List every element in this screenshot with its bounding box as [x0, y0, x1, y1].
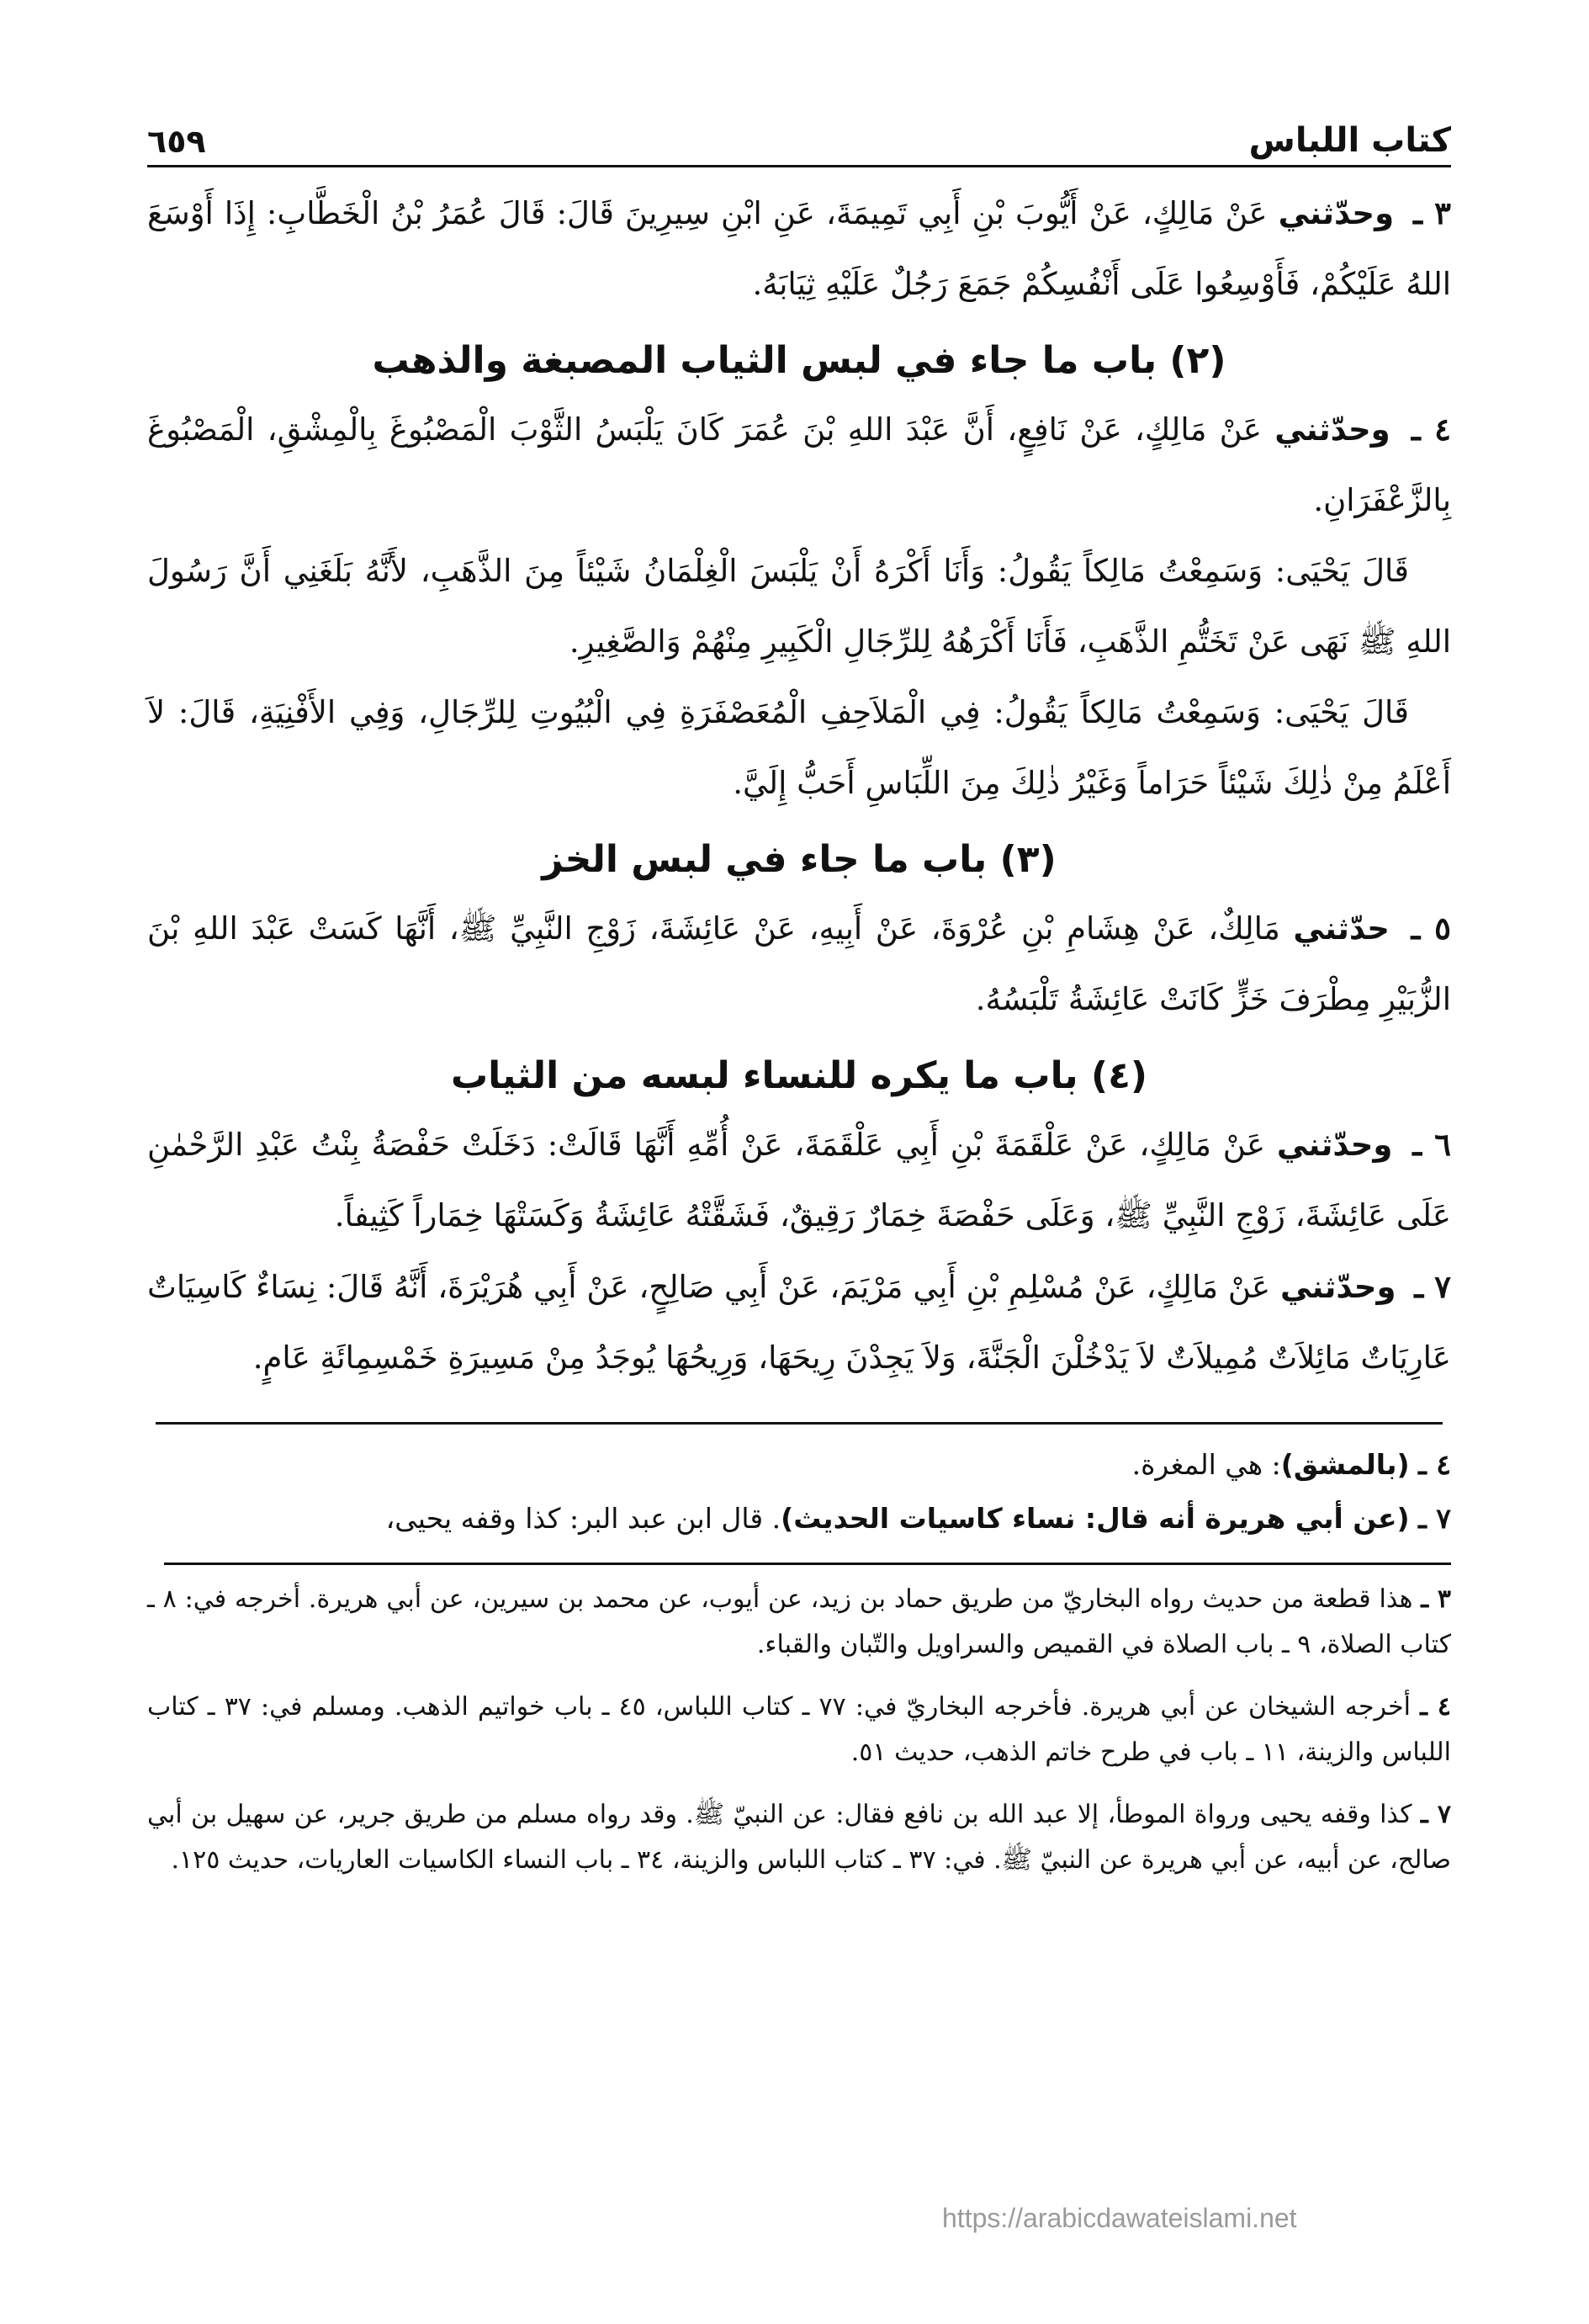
chapter-heading-2: (٢) باب ما جاء في لبس الثياب المصبغة والذهب [372, 339, 1226, 382]
gloss-number: ٧ ـ [1418, 1502, 1451, 1535]
chapter-heading-3: (٣) باب ما جاء في لبس الخز [542, 838, 1057, 881]
footnote-text: هذا قطعة من حديث رواه البخاريّ من طريق حماد بن زيد، عن أيوب، عن محمد بن سيرين، عن أبي هريرة. أخرجه في: ٨ ـ كتاب الصلاة، ٩ ـ باب الصلاة في القميص والسراويل والتّبان والقباء. [147, 1584, 1451, 1659]
gloss-divider [156, 1422, 1443, 1425]
hadith-3 [147, 178, 1451, 320]
hadith-lead: حدّثني [1293, 910, 1390, 947]
hadith-text: عَنْ مَالِكٍ، عَنْ عَلْقَمَةَ بْنِ أَبِي عَلْقَمَةَ، عَنْ أُمِّهِ أَنَّهَا قَالَتْ: دَخَلَتْ حَفْصَةُ بِنْتُ عَبْدِ الرَّحْمٰنِ عَلَى عَائِشَةَ، زَوْجِ النَّبِيِّ ﷺ، وَعَلَى حَفْصَةَ خِمَارٌ رَقِيقٌ، فَشَقَّتْهُ عَائِشَةُ وَكَسَتْهَا خِمَاراً كَثِيفاً. [147, 1127, 1451, 1234]
hadith-text: عَنْ مَالِكٍ، عَنْ مُسْلِمِ بْنِ أَبِي مَرْيَمَ، عَنْ أَبِي صَالِحٍ، عَنْ أَبِي هُرَيْرَةَ، أَنَّهُ قَالَ: نِسَاءٌ كَاسِيَاتٌ عَارِيَاتٌ مَائِلاَتٌ مُمِيلاَتٌ لاَ يَدْخُلْنَ الْجَنَّةَ، وَلاَ يَجِدْنَ رِيحَهَا، وَرِيحُهَا يُوجَدُ مِنْ مَسِيرَةِ خَمْسِمِائَةِ عَامٍ. [147, 1269, 1451, 1376]
footnote-number: ٣ ـ [1421, 1584, 1451, 1614]
hadith-lead: وحدّثني [1280, 1269, 1396, 1305]
hadith-number: ٤ ـ [1411, 411, 1452, 448]
hadith-6 [147, 1109, 1451, 1251]
gloss-text: . قال ابن عبد البر: كذا وقفه يحيى، [385, 1502, 781, 1535]
footnote-item [147, 1792, 1451, 1883]
footnote-item [147, 1577, 1451, 1668]
hadith-text: عَنْ مَالِكٍ، عَنْ نَافِعٍ، أَنَّ عَبْدَ اللهِ بْنَ عُمَرَ كَانَ يَلْبَسُ الثَّوْبَ الْمَصْبُوغَ بِالْمِشْقِ، الْمَصْبُوغَ بِالزَّعْفَرَانِ. [147, 411, 1451, 518]
book-title: كتاب اللباس [1248, 121, 1451, 160]
footnote-number: ٤ ـ [1420, 1692, 1451, 1722]
page-number: ٦٥٩ [147, 123, 206, 160]
running-header [147, 101, 1451, 167]
gloss-item [147, 1492, 1451, 1546]
footnote-text: أخرجه الشيخان عن أبي هريرة. فأخرجه البخاريّ في: ٧٧ ـ كتاب اللباس، ٤٥ ـ باب خواتيم الذهب. ومسلم في: ٣٧ ـ كتاب اللباس والزينة، ١١ ـ باب في طرح خاتم الذهب، حديث ٥١. [147, 1692, 1451, 1767]
hadith-4 [147, 394, 1451, 536]
hadith-number: ٧ ـ [1414, 1268, 1452, 1305]
watermark-url: https://arabicdawateislami.net [942, 2203, 1297, 2233]
hadith-lead: وحدّثني [1276, 1127, 1393, 1163]
yahya-statement-1: قَالَ يَحْيَى: وَسَمِعْتُ مَالِكاً يَقُولُ: وَأَنَا أَكْرَهُ أَنْ يَلْبَسَ الْغِلْمَانُ شَيْئاً مِنَ الذَّهَبِ، لأَنَّهُ بَلَغَنِي أَنَّ رَسُولَ اللهِ ﷺ نَهَى عَنْ تَخَتُّمِ الذَّهَبِ، فَأَنَا أَكْرَهُهُ لِلرِّجَالِ الْكَبِيرِ مِنْهُمْ وَالصَّغِيرِ. [147, 553, 1451, 660]
gloss-key: (عن أبي هريرة أنه قال: نساء كاسيات الحديث) [781, 1502, 1410, 1535]
yahya-statement-2: قَالَ يَحْيَى: وَسَمِعْتُ مَالِكاً يَقُولُ: فِي الْمَلاَحِفِ الْمُعَصْفَرَةِ فِي الْبُيُوتِ لِلرِّجَالِ، وَفِي الأَفْنِيَةِ، قَالَ: لاَ أَعْلَمُ مِنْ ذٰلِكَ شَيْئاً حَرَاماً وَغَيْرُ ذٰلِكَ مِنَ اللِّبَاسِ أَحَبُّ إِلَيَّ. [147, 694, 1451, 801]
gloss-number: ٤ ـ [1418, 1448, 1451, 1481]
footnote-item [147, 1685, 1451, 1775]
document-page [147, 101, 1451, 1900]
hadith-7 [147, 1251, 1451, 1393]
hadith-number: ٥ ـ [1411, 910, 1451, 947]
chapter-heading-4: (٤) باب ما يكره للنساء لبسه من الثياب [450, 1054, 1148, 1097]
hadith-number: ٦ ـ [1412, 1126, 1452, 1163]
footnote-divider [164, 1563, 1451, 1565]
footnote-number: ٧ ـ [1420, 1800, 1451, 1829]
hadith-text: عَنْ مَالِكٍ، عَنْ أَيُّوبَ بْنِ أَبِي تَمِيمَةَ، عَنِ ابْنِ سِيرِينَ قَالَ: قَالَ عُمَرُ بْنُ الْخَطَّابِ: إِذَا أَوْسَعَ اللهُ عَلَيْكُمْ، فَأَوْسِعُوا عَلَى أَنْفُسِكُمْ جَمَعَ رَجُلٌ عَلَيْهِ ثِيَابَهُ. [147, 195, 1451, 302]
hadith-5 [147, 893, 1451, 1035]
gloss-item [147, 1438, 1451, 1492]
hadith-number: ٣ ـ [1413, 194, 1451, 231]
gloss-key: (بالمشق) [1280, 1448, 1410, 1481]
hadith-lead: وحدّثني [1278, 195, 1395, 231]
hadith-lead: وحدّثني [1274, 411, 1390, 448]
hadith-text: مَالِكٌ، عَنْ هِشَامِ بْنِ عُرْوَةَ، عَنْ أَبِيهِ، عَنْ عَائِشَةَ، زَوْجِ النَّبِيِّ ﷺ، أَنَّهَا كَسَتْ عَبْدَ اللهِ بْنَ الزُّبَيْرِ مِطْرَفَ خَزٍّ كَانَتْ عَائِشَةُ تَلْبَسُهُ. [147, 910, 1451, 1017]
gloss-text: : هي المغرة. [1131, 1448, 1281, 1481]
footnote-text: كذا وقفه يحيى ورواة الموطأ، إلا عبد الله بن نافع فقال: عن النبيّ ﷺ. وقد رواه مسلم من طريق جرير، عن سهيل بن أبي صالح، عن أبيه، عن أبي هريرة عن النبيّ ﷺ. في: ٣٧ ـ كتاب اللباس والزينة، ٣٤ ـ باب النساء الكاسيات العاريات، حديث ١٢٥. [147, 1800, 1451, 1875]
